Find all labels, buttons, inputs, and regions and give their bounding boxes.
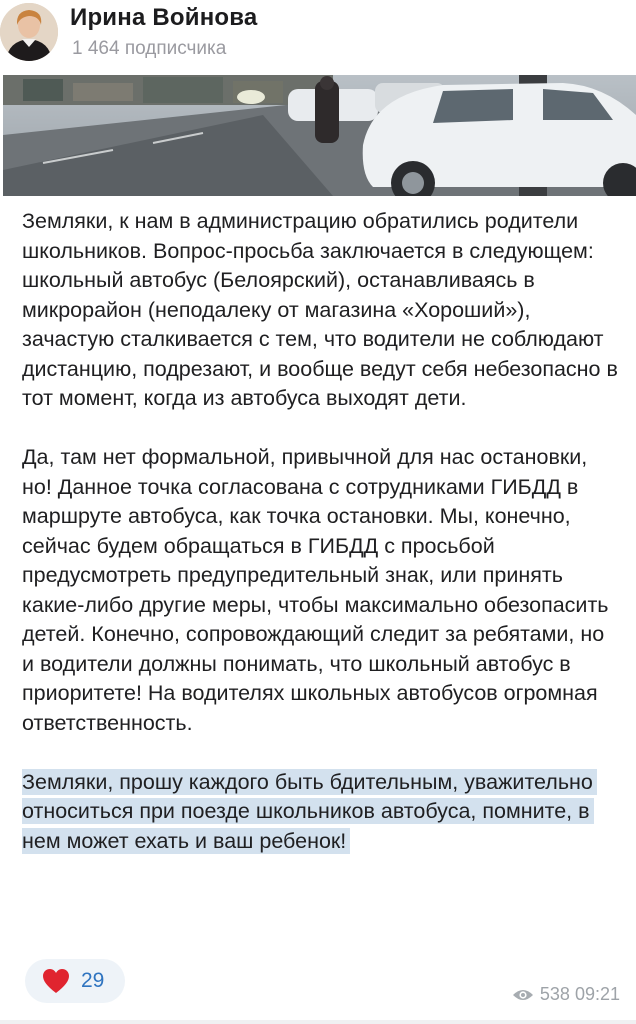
channel-name[interactable]: Ирина Войнова [70,4,258,31]
post-time: 09:21 [574,984,620,1004]
post-text [22,207,622,856]
highlighted-paragraph: Земляки, прошу каждого быть бдительным, уважительно относиться при поезде школьников автобуса, помните, в нем может ехать и ваш ребенок! [22,769,597,854]
reaction-heart[interactable] [25,959,125,1003]
channel-header [0,0,636,75]
post-photo[interactable] [3,75,636,196]
post-meta [512,984,620,1005]
subscriber-count: 1 464 подписчика [72,38,227,59]
avatar[interactable] [0,3,58,61]
eye-icon [512,988,534,1002]
heart-icon [42,968,70,994]
view-count: 538 [539,984,570,1004]
post-paragraph: Земляки, к нам в администрацию обратились родители школьников. Вопрос-просьба заключается в следующем: школьный автобус (Белоярский), останавливаясь в микрорайон (неподалеку от магазина «Хороший»), зачастую сталкивается с тем, что водители не соблюдают дистанцию, подрезают, и вообще ведут себя небезопасно в тот момент, когда из автобуса выходят дети. [22,209,618,410]
reaction-count: 29 [81,969,105,992]
divider [0,1020,636,1024]
post-paragraph: Да, там нет формальной, привычной для нас остановки, но! Данное точка согласована с сотрудниками ГИБДД в маршруте автобуса, как точка остановки. Мы, конечно, сейчас будем обращаться в ГИБДД с просьбой предусмотреть предупредительный знак, или принять какие-либо другие меры, чтобы максимально обезопасить детей. Конечно, сопровождающий следит за ребятами, но и водители должны понимать, что школьный автобус в приоритете! На водителях школьных автобусов огромная ответственность. [22,445,609,735]
